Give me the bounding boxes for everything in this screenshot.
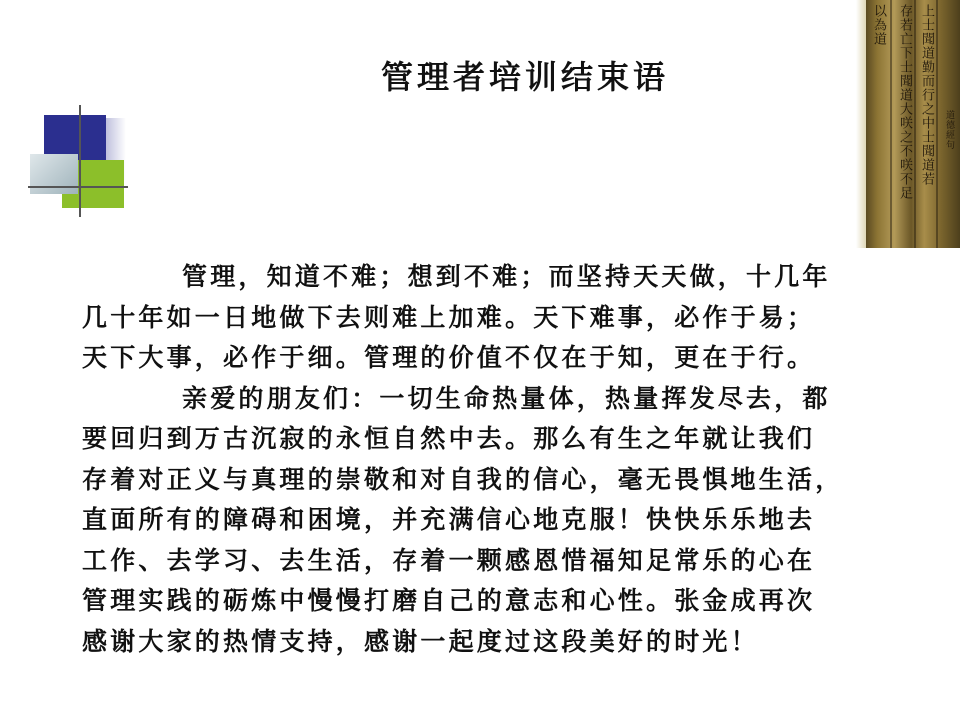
calligraphy-column: 道德經句 bbox=[944, 110, 954, 150]
text-line: 亲爱的朋友们：一切生命热量体，热量挥发尽去，都 bbox=[182, 383, 831, 413]
text-line: 存着对正义与真理的崇敬和对自我的信心，毫无畏惧地生活， bbox=[82, 464, 844, 494]
calligraphy-column: 以為道 bbox=[871, 4, 886, 46]
closing-speech bbox=[82, 257, 922, 662]
decor-grey-square bbox=[30, 154, 78, 194]
decor-vertical-line bbox=[79, 105, 81, 217]
calligraphy-image bbox=[866, 0, 960, 248]
page-title: 管理者培训结束语 bbox=[380, 58, 669, 96]
text-line: 管理实践的砺炼中慢慢打磨自己的意志和心性。张金成再次 bbox=[82, 586, 816, 615]
text-line: 几十年如一日地做下去则难上加难。天下难事，必作于易； bbox=[82, 302, 816, 332]
text-line: 工作、去学习、去生活，存着一颗感恩惜福知足常乐的心在 bbox=[82, 545, 816, 575]
decor-horizontal-line bbox=[28, 186, 128, 188]
text-line: 感谢大家的热情支持，感谢一起度过这段美好的时光！ bbox=[82, 626, 759, 656]
calligraphy-column: 存若亡下士聞道大咲之不咲不足 bbox=[897, 4, 912, 200]
text-line: 管理，知道不难；想到不难；而坚持天天做，十几年 bbox=[182, 262, 831, 291]
paragraph-1 bbox=[82, 257, 922, 379]
paragraph-2 bbox=[82, 379, 922, 663]
calligraphy-column: 上士聞道勤而行之中士聞道若 bbox=[919, 4, 934, 186]
text-line: 要回归到万古沉寂的永恒自然中去。那么有生之年就让我们 bbox=[82, 424, 816, 453]
text-line: 天下大事，必作于细。管理的价值不仅在于知，更在于行。 bbox=[82, 343, 816, 372]
text-line: 直面所有的障碍和困境，并充满信心地克服！快快乐乐地去 bbox=[82, 505, 816, 534]
